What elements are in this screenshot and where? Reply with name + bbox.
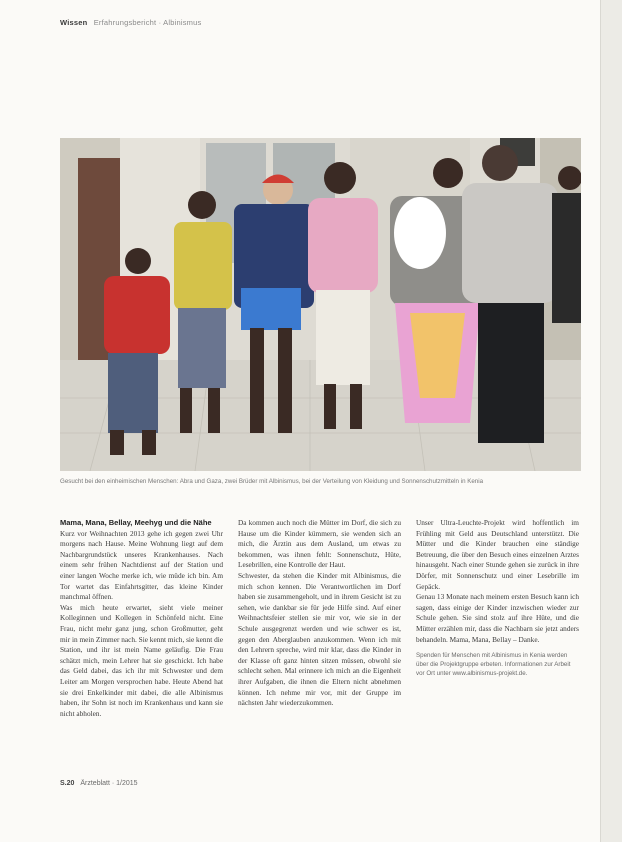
paragraph: Kurz vor Weihnachten 2013 gehe ich gegen zwei Uhr morgens nach Hause. Meine Wohnung liegt auf dem Nachbargrundstück unseres Krankenhauses. Nach einem sehr frühen Nachtdienst auf der Station und einer langen Woche merke ich, wie müde ich bin. Am Tor wartet das Einfahrtsgitter, das kleine Kinder manchmal öffnen. — [60, 528, 223, 602]
paragraph: Da kommen auch noch die Mütter im Dorf, die sich zu Hause um die Kinder kümmern, sie wenden sich an mich, die Ärztin aus dem Ausland, um etwas zu bekommen, was ihnen fehlt: Sonnenschutz, Hüte, Lesebrillen, eine Kontrolle der Haut. — [238, 518, 401, 570]
page-number: S.20 — [60, 780, 75, 787]
group-photo-illustration — [60, 138, 581, 471]
section-subtitle: Erfahrungsbericht · Albinismus — [93, 18, 202, 27]
article-body — [60, 518, 581, 763]
article-column-1 — [60, 518, 223, 719]
page-footer — [60, 780, 138, 787]
paragraph: Genau 13 Monate nach meinem ersten Besuch kann ich sagen, dass einige der Kinder inzwischen wieder zur Schule gehen. Sie sind stolz auf ihre Hüte, und die Mütter erzählen mir, dass die Nachbarn sie jetzt anders behandeln. Mama, Mana, Bellay – Danke. — [416, 592, 579, 644]
author-note: Spenden für Menschen mit Albinismus in Kenia werden über die Projektgruppe erbeten. Informationen zur Arbeit vor Ort unter www.albinismus-projekt.de. — [416, 652, 571, 678]
paragraph: Unser Ultra-Leuchte-Projekt wird hoffentlich im Frühling mit Geld aus Deutschland unterstützt. Die Mütter und die Kinder brauchen eine ständige Betreuung, die über den Besuch eines einzelnen Arztes hinausgeht. Nach einer Stunde gehen sie zurück in ihre Dörfer, mit Sonnenschutz und einer Lesebrille im Gepäck. — [416, 518, 579, 591]
paragraph: Was mich heute erwartet, sieht viele meiner Kolleginnen und Kollegen in Schönfeld nicht. Eine Frau, nicht mehr ganz jung, schon Großmutter, geht mir in mein Zimmer nach. Sie kennt mich, sie kennt die Station, und ihr ist mein Name geläufig. Die Frau schätzt mich, mein Lehrer hat sie geschickt. Ich habe das Geld dabei, das ich ihr mit Schwester und dem Leiter am Morgen versprochen habe. Heute Abend hat sie drei Enkelkinder mit dabei, die alle Albinismus haben, ihr Sohn ist noch im Krankenhaus und kann sie nicht abholen. — [60, 602, 223, 718]
journal-name: Ärzteblatt · 1/2015 — [80, 780, 138, 787]
article-subheading: Mama, Mana, Bellay, Meehyg und die Nähe — [60, 518, 212, 527]
running-header — [60, 18, 201, 27]
article-column-3 — [416, 518, 579, 678]
section-label: Wissen — [60, 18, 88, 27]
group-photo — [60, 138, 581, 471]
paragraph: Schwester, da stehen die Kinder mit Albinismus, die mich schon kennen. Die Verantwortlichen im Dorf haben sie zusammengeholt, und in ihrem Gesicht ist zu sehen, wie dankbar sie für jede Hilfe sind. Auf einer Weihnachtsfeier stellen sie mir vor, wie sie in der Schule ausgegrenzt werden und wie schwer es ist, gegen den Aberglauben anzukommen. Wenn ich mit den Lehrern spreche, wird mir klar, dass die Kinder in der Klasse oft ganz hinten sitzen müssen, obwohl sie schlecht sehen. Mal erinnere ich mich an die Eigenheit ihrer Aufgaben, die ihnen die Eltern nicht abnehmen können. Ich nehme mir vor, mit der Gruppe im nächsten Jahr wiederzukommen. — [238, 570, 401, 708]
article-column-2 — [238, 518, 401, 709]
page-edge — [600, 0, 622, 842]
photo-caption: Gesucht bei den einheimischen Menschen: Abra und Gaza, zwei Brüder mit Albinismus, bei der Verteilung von Kleidung und Sonnenschutzmitteln in Kenia — [60, 478, 484, 485]
